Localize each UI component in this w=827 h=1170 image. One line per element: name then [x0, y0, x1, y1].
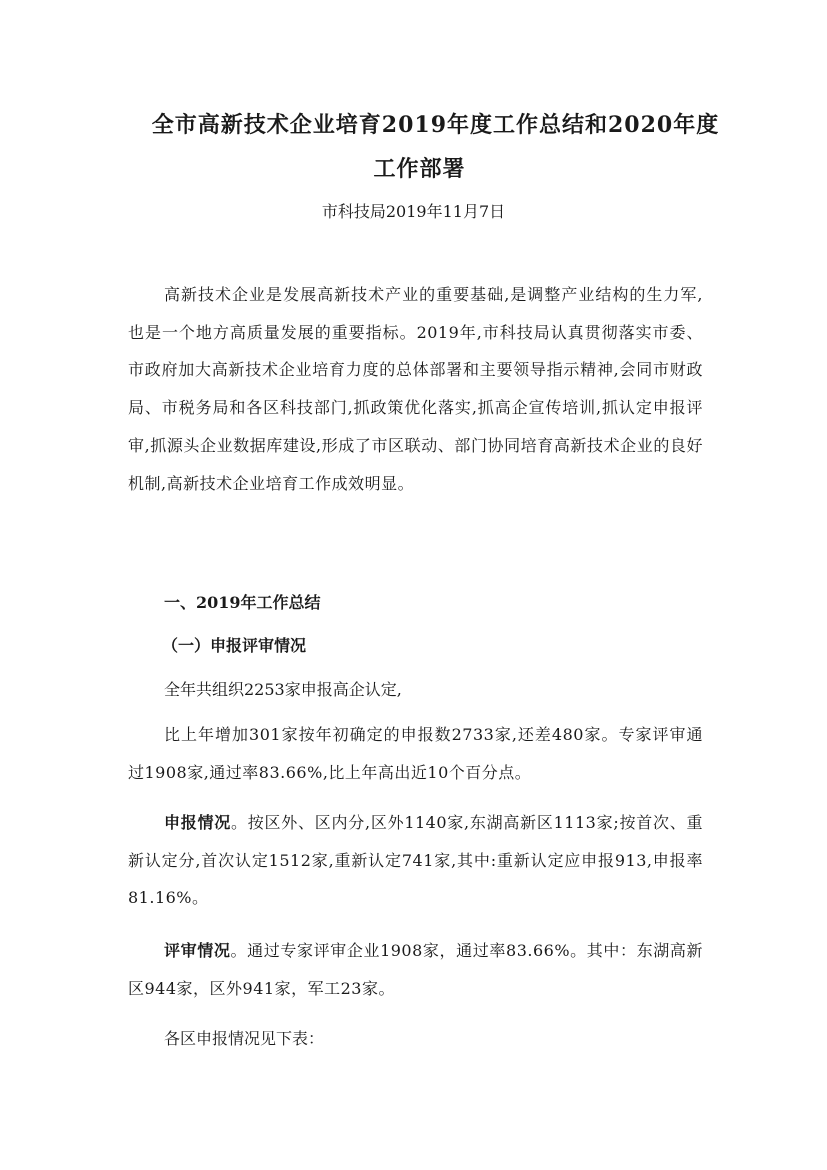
review-label: 评审情况 [164, 941, 231, 960]
document-title-line-2: 工作部署 [373, 156, 466, 182]
application-text: 。按区外、区内分,区外1140家,东湖高新区1113家;按首次、重新认定分,首次认定1512家,重新认定741家,其中:重新认定应申报913,申报率81.16%。 [128, 813, 703, 908]
review-text: 。通过专家评审企业1908家，通过率83.66%。其中：东湖高新区944家，区外941家，军工23家。 [128, 941, 703, 998]
document-title-line-1: 全市高新技术企业培育2019年度工作总结和2020年度 [151, 112, 720, 138]
intro-paragraph: 高新技术企业是发展高新技术产业的重要基础,是调整产业结构的生力军,也是一个地方高质量发展的重要指标。2019年,市科技局认真贯彻落实市委、市政府加大高新技术企业培育力度的总体部署和主要领导指示精神,会同市财政局、市税务局和各区科技部门,抓政策优化落实,抓高企宣传培训,抓认定申报评审,抓源头企业数据库建设,形成了市区联动、部门协同培育高新技术企业的良好机制,高新技术企业培育工作成效明显。 [128, 285, 703, 493]
application-paragraph [128, 804, 703, 917]
application-label: 申报情况 [164, 813, 231, 832]
comparison-paragraph: 比上年增加301家按年初确定的申报数2733家,还差480家。专家评审通过1908家,通过率83.66%,比上年高出近10个百分点。 [128, 725, 703, 782]
document-subtitle: 市科技局2019年11月7日 [321, 202, 506, 221]
section-heading-summary: 一、2019年工作总结 [164, 593, 321, 612]
total-applications-line: 全年共组织2253家申报高企认定, [164, 680, 402, 699]
review-paragraph [128, 932, 703, 1007]
table-intro-line: 各区申报情况见下表： [164, 1029, 325, 1048]
subsection-heading-application-review: （一）申报评审情况 [162, 636, 307, 655]
